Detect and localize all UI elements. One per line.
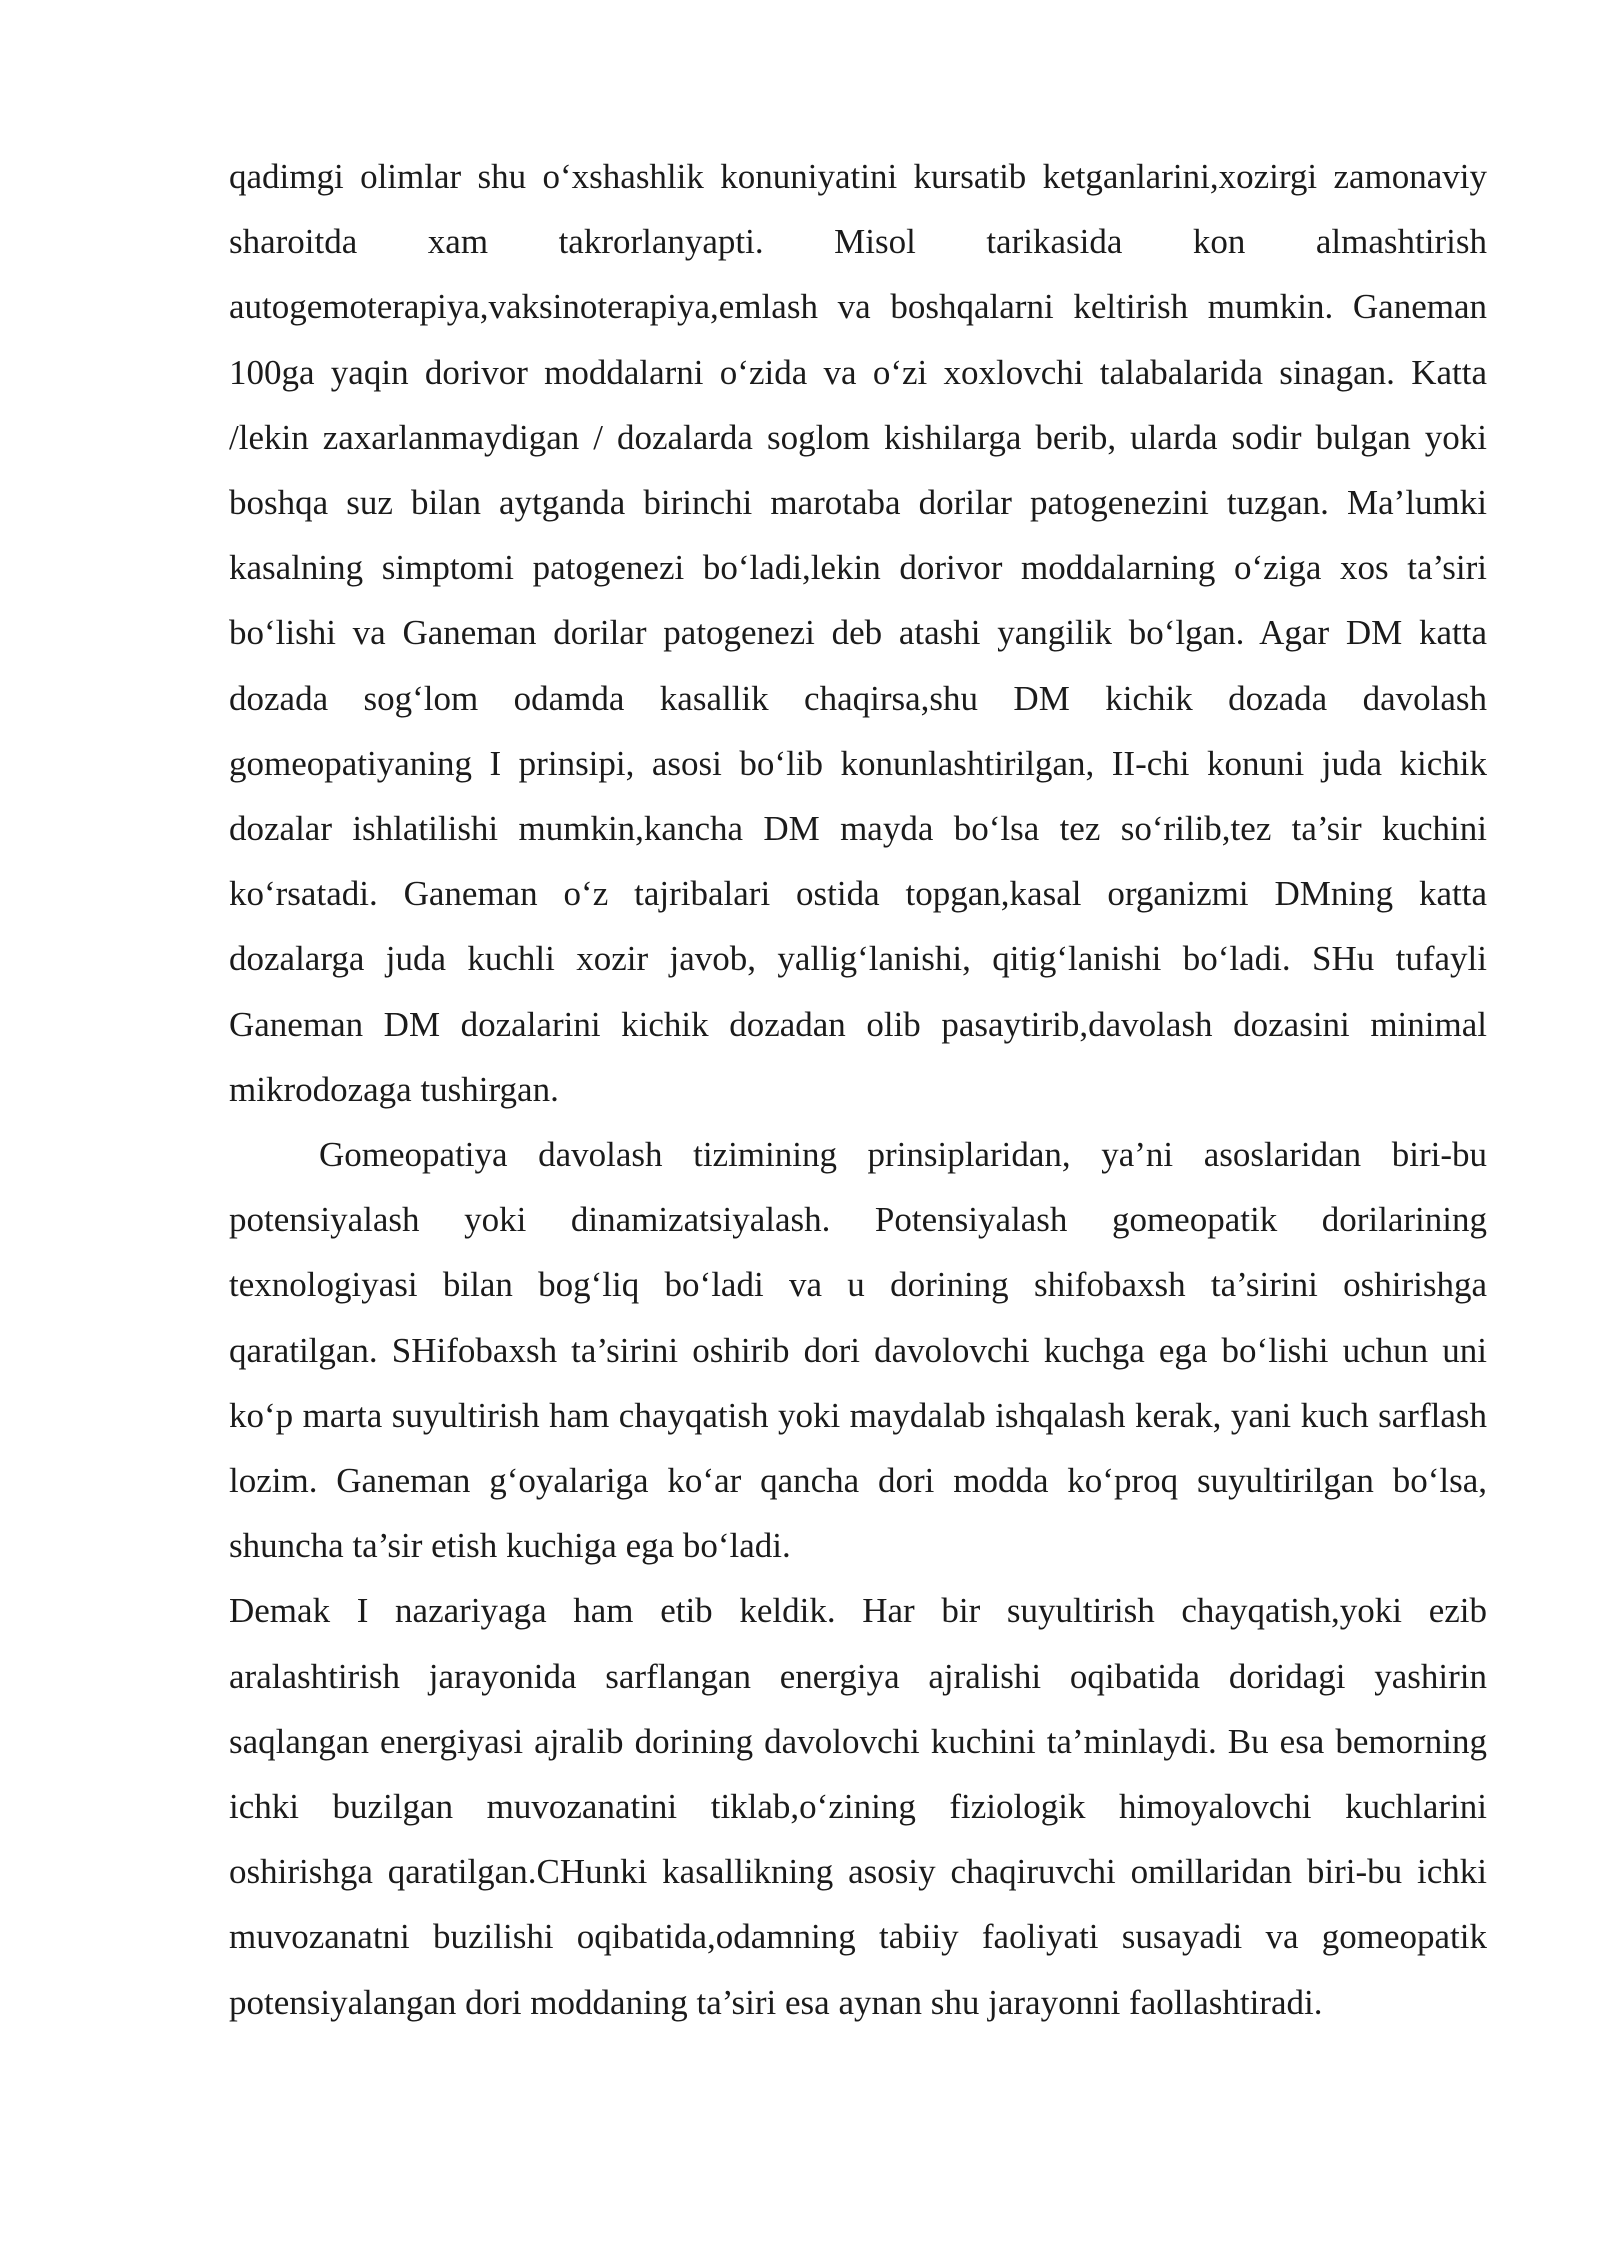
paragraph-potentization: Gomeopatiya davolash tizimining prinsiplaridan, ya’ni asoslaridan biri-bu potensiyalash yoki dinamizatsiyalash. Potensiyalash gomeopatik dorilarining texnologiyasi bilan bog‘liq bo‘ladi va u dorining shifobaxsh ta’sirini oshirishga qaratilgan. SHifobaxsh ta’sirini oshirib dori davolovchi kuchga ega bo‘lishi uchun uni ko‘p marta suyultirish ham chayqatish yoki maydalab ishqalash kerak, yani kuch sarflash lozim. Ganeman g‘oyalariga ko‘ar qancha dori modda ko‘proq suyultirilgan bo‘lsa, shuncha ta’sir etish kuchiga ega bo‘ladi.	[229, 1135, 1487, 1566]
paragraph-homeopathy-history: qadimgi olimlar shu o‘xshashlik konuniyatini kursatib ketganlarini,xozirgi zamonaviy sharoitda xam takrorlanyapti. Misol tarikasida kon almashtirish autogemoterapiya,vaksinoterapiya,emlash va boshqalarni keltirish mumkin. Ganeman 100ga yaqin dorivor moddalarni o‘zida va o‘zi xoxlovchi talabalarida sinagan. Katta /lekin zaxarlanmaydigan / dozalarda soglom kishilarga berib, ularda sodir bulgan yoki boshqa suz bilan aytganda birinchi marotaba dorilar patogenezini tuzgan. Ma’lumki kasalning simptomi patogenezi bo‘ladi,lekin dorivor moddalarning o‘ziga xos ta’siri bo‘lishi va Ganeman dorilar patogenezi deb atashi yangilik bo‘lgan. Agar DM katta dozada sog‘lom odamda kasallik chaqirsa,shu DM kichik dozada davolash gomeopatiyaning I prinsipi, asosi bo‘lib konunlashtirilgan, II-chi konuni juda kichik dozalar ishlatilishi mumkin,kancha DM mayda bo‘lsa tez so‘rilib,tez ta’sir kuchini ko‘rsatadi. Ganeman o‘z tajribalari ostida topgan,kasal organizmi DMning katta dozalarga juda kuchli xozir javob, yallig‘lanishi, qitig‘lanishi bo‘ladi. SHu tufayli Ganeman DM dozalarini kichik dozadan olib pasaytirib,davolash dozasini minimal mikrodozaga tushirgan.	[229, 157, 1487, 1109]
paragraph-energy-theory: Demak I nazariyaga ham etib keldik. Har bir suyultirish chayqatish,yoki ezib aralashtirish jarayonida sarflangan energiya ajralishi oqibatida doridagi yashirin saqlangan energiyasi ajralib dorining davolovchi kuchini ta’minlaydi. Bu esa bemorning ichki buzilgan muvozanatini tiklab,o‘zining fiziologik himoyalovchi kuchlarini oshirishga qaratilgan.CHunki kasallikning asosiy chaqiruvchi omillaridan biri-bu ichki muvozanatni buzilishi oqibatida,odamning tabiiy faoliyati susayadi va gomeopatik potensiyalangan dori moddaning ta’siri esa aynan shu jarayonni faollashtiradi.	[229, 1591, 1487, 2022]
document-body	[229, 144, 1487, 2035]
